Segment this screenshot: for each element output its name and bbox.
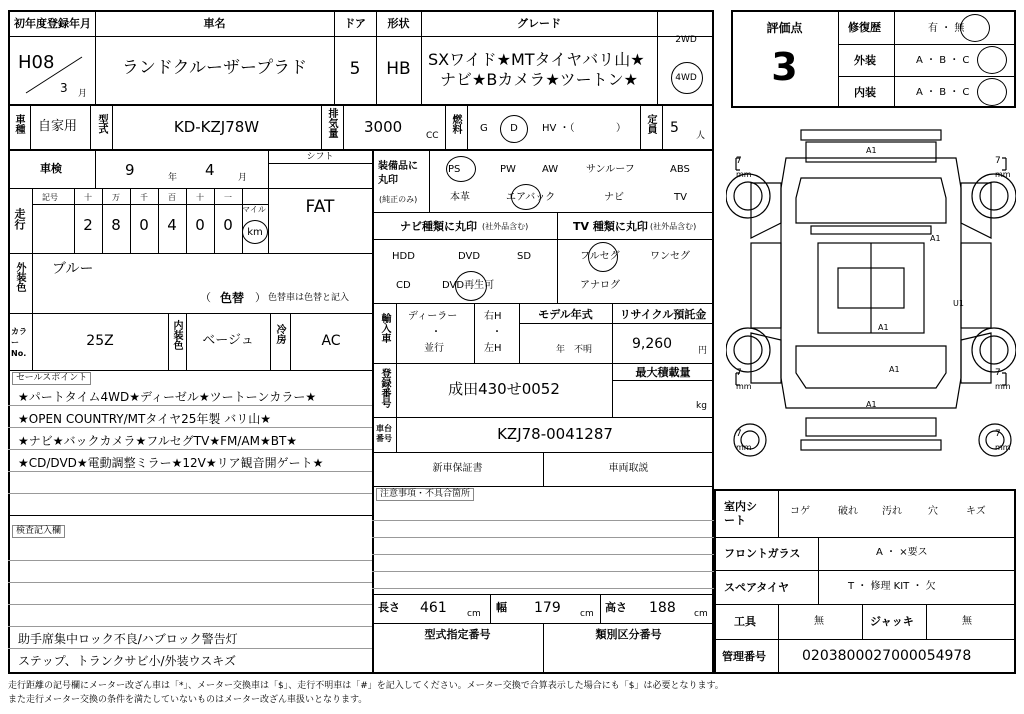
mm-unit: mm [736,382,752,391]
grade-label: グレード [517,17,561,30]
ac-value: AC [321,333,341,349]
exterior-label: 外装 [854,54,876,67]
height-value: 188 [649,600,676,616]
equipment-note: (純正のみ) [379,195,418,204]
reg-year-value: H08 [18,52,55,73]
repaint-note: 色替車は色替と記入 [268,293,350,303]
tv-note: (社外品含む) [650,222,697,231]
dealer-label: ディーラー [408,311,458,322]
rh-sep: ・ [492,327,502,338]
mileage-digit-label: 千 [140,193,148,202]
inspect-tag: 検査記入欄 [12,525,65,538]
repair-options: 有 ・ 無 [928,23,965,34]
kg-unit: kg [696,401,707,411]
glass-label: フロントガラス [724,547,801,560]
sales-point-line: ★OPEN COUNTRY/MTタイヤ25年製 バリ山★ [18,412,271,426]
reg-number-label: 登録番号 [379,368,390,408]
shift-label: シフト [306,152,334,162]
length-label: 長さ [378,601,400,614]
width-label: 幅 [496,601,507,614]
length-unit: cm [467,609,481,619]
color-value: ブルー [52,261,94,277]
equipment-option[interactable]: AW [542,164,559,175]
drive-4wd: 4WD [675,73,697,83]
mm-unit: mm [995,382,1011,391]
jack-value: 無 [962,616,972,627]
sales-point-line: ★ナビ★バックカメラ★フルセグTV★FM/AM★BT★ [18,434,298,448]
tv-option[interactable]: アナログ [580,280,620,291]
diagram-label-a1-bottom: A1 [866,400,877,409]
mileage-digit: 8 [111,216,121,234]
spare-options: T ・ 修理 KIT ・ 欠 [848,581,936,592]
model-year-label: モデル年式 [538,308,593,321]
side-measure-label: 7 [995,156,1001,166]
interior-color-value: ベージュ [202,333,254,348]
inspection-month: 4 [205,161,215,179]
color-code-value: 25Z [86,333,114,349]
recycle-label: リサイクル預託金 [619,308,707,321]
tools-value: 無 [814,616,824,627]
attention-tag: 注意事項・不具合箇所 [376,488,474,501]
equipment-option[interactable]: TV [674,192,687,203]
drive-2wd: 2WD [675,35,697,45]
fuel-g: G [480,123,488,134]
model-year-value: 年 不明 [556,345,593,355]
capacity-label: 定員 [645,114,656,134]
interior-color-label: 内装色 [171,320,182,350]
diagram-label-a1-top: A1 [866,146,877,155]
navi-option[interactable]: SD [517,251,532,262]
fuel-label: 燃料 [450,114,461,134]
seat-option[interactable]: キズ [966,506,986,517]
spare-tire-left-icon [730,420,770,460]
yen-unit: 円 [698,346,708,356]
model-label: 型式 [96,114,107,134]
class-no-label: 類別区分番号 [595,628,662,641]
airbag-circle[interactable] [511,184,541,210]
mileage-mark-label: 記号 [42,193,58,202]
displacement-label: 排気量 [326,108,337,138]
inspection-year-unit: 年 [168,173,178,183]
doors-label: ドア [344,17,366,30]
reg-year-label: 初年度登録年月 [14,17,91,30]
equipment-option[interactable]: ナビ [604,192,624,203]
parallel-label: 並行 [424,343,444,354]
inspection-year: 9 [125,161,135,179]
warranty-label[interactable]: 新車保証書 [432,463,483,474]
exterior-c-circle[interactable] [977,46,1007,74]
navi-option[interactable]: DVD [458,251,481,262]
spare-tire-icon [975,420,1015,460]
seat-option[interactable]: 穴 [928,506,938,517]
shape-value: HB [386,59,411,79]
height-label: 高さ [605,601,627,614]
equipment-option[interactable]: PS [448,164,461,175]
dealer-sep: ・ [431,327,441,338]
interior-c-circle[interactable] [977,78,1007,106]
fuel-hv: HV ・（ [542,123,575,134]
jack-label: ジャッキ [870,615,914,628]
navi-option[interactable]: HDD [392,251,415,262]
mileage-digit: 4 [167,216,177,234]
tools-label: 工具 [734,615,756,628]
dvd-play-circle[interactable] [455,271,487,301]
mileage-digit: 0 [223,216,233,234]
mileage-digit-label: 百 [168,193,176,202]
km-label: km [247,227,263,238]
glass-options: A ・ ×要ス [876,547,928,558]
seat-option[interactable]: 汚れ [882,506,902,517]
side-measure-label: 7 [995,429,1001,439]
mileage-label: 走行 [13,208,26,230]
tv-option[interactable]: フルセグ [580,251,620,262]
displacement-value: 3000 [364,118,403,136]
mgmt-value: 0203800027000054978 [802,648,972,664]
color-label: 外装色 [14,262,25,292]
side-measure-label: 7 [736,429,742,439]
max-load-label: 最大積載量 [635,366,691,379]
diagram-label-a1-right: A1 [930,234,941,243]
chassis-value: KZJ78-0041287 [497,425,613,443]
capacity-value: 5 [670,120,679,136]
inspect-line: 助手席集中ロック不良/ハブロック警告灯 [18,632,238,646]
repaint-close: ） [255,291,266,304]
reg-month-unit: 月 [78,89,88,99]
spare-label: スペアタイヤ [724,581,790,594]
seat-label: 室内シート [724,500,757,528]
use-value: 自家用 [38,119,78,134]
repair-label: 修復歴 [848,21,881,34]
exterior-grade: A ・ B ・ C [916,55,970,66]
diagram-label-a1-mid: A1 [878,323,889,332]
doors-value: 5 [349,59,361,79]
equipment-option[interactable]: PW [500,164,516,175]
footer-line1: 走行距離の記号欄にメーター改ざん車は「*」、メーター交換車は「$」、走行不明車は「#」を記入してください。メーター交換で合算表示した場合にも「$」は必要となります。 [8,681,724,691]
mileage-digit-label: 十 [196,193,204,202]
ac-label: 冷房 [274,324,285,344]
height-unit: cm [694,609,708,619]
navi-option[interactable]: CD [396,280,411,291]
car-name-value: ランドクルーザープラド [121,58,308,78]
equipment-option[interactable]: エアバック [506,192,556,203]
diagram-label-a1-rear: A1 [889,365,900,374]
shape-label: 形状 [387,17,410,30]
inspection-month-unit: 月 [238,173,248,183]
side-measure-label: 7 [736,156,742,166]
sales-point-tag: セールスポイント [12,372,91,385]
cc-unit: CC [426,131,439,141]
fullseg-circle[interactable] [588,242,618,272]
ps-circle[interactable] [446,156,476,182]
mm-unit: mm [995,443,1011,452]
width-unit: cm [580,609,594,619]
interior-label: 内装 [854,86,876,99]
manual-label[interactable]: 車両取説 [608,463,649,474]
reg-month-value: 3 [60,81,68,95]
mileage-digit: 0 [195,216,205,234]
reg-slash [24,55,84,95]
equipment-label: 装備品に丸印 [378,161,418,186]
diagram-label-u1: U1 [953,299,964,308]
fuel-d: D [510,123,518,134]
navi-note: (社外品含む) [482,222,529,231]
inspect-line: ステップ、トランクサビ小/外装ウスキズ [18,654,237,668]
mileage-digit: 0 [139,216,149,234]
seat-option[interactable]: コゲ [790,506,810,517]
mgmt-label: 管理番号 [722,650,766,663]
repair-none-circle[interactable] [960,14,990,42]
mm-unit: mm [736,170,752,179]
sales-point-line: ★パートタイム4WD★ディーゼル★ツートーンカラー★ [18,390,317,404]
mm-unit: mm [995,170,1011,179]
mile-label: マイル [242,205,266,214]
color-code-label: カラーNo. [11,327,27,359]
navi-label: ナビ種類に丸印 [400,220,477,233]
seat-option[interactable]: 破れ [838,506,858,517]
mileage-digit-label: 十 [84,193,92,202]
mileage-digit: 2 [83,216,93,234]
equipment-option[interactable]: サンルーフ [586,164,635,175]
footer-line2: また走行メーター交換の条件を満たしていないものはメーター改ざん車扱いとなります。 [8,695,368,705]
equipment-option[interactable]: 本革 [450,192,470,203]
repaint-open: （ [200,291,211,304]
sales-point-line: ★CD/DVD★電動調整ミラー★12V★リア観音開ゲート★ [18,456,324,470]
chassis-label: 車台番号 [376,424,392,444]
interior-grade: A ・ B ・ C [916,87,970,98]
lh-label: 左H [484,343,502,354]
model-value: KD-KZJ78W [173,118,260,136]
grade-line1: SXワイド★MTタイヤバリ山★ [428,50,645,69]
mileage-digit-label: 万 [112,193,120,202]
type-no-label: 型式指定番号 [424,628,491,641]
side-measure-label: 7 [995,368,1001,378]
rh-label: 右H [484,311,502,322]
score-value: 3 [771,45,798,89]
import-label: 輸入車 [379,313,390,343]
person-unit: 人 [696,131,706,141]
recycle-value: 9,260 [632,336,673,352]
equipment-option[interactable]: ABS [670,164,690,175]
tv-option[interactable]: ワンセグ [650,251,690,262]
name-label: 車名 [203,17,226,30]
side-measure-label: 7 [736,368,742,378]
reg-number-value: 成田430せ0052 [448,380,560,398]
navi-option[interactable]: DVD再生可 [442,280,495,291]
use-label: 車種 [13,114,24,134]
inspection-label: 車検 [40,162,62,175]
shift-value: FAT [305,197,335,217]
tv-label: TV 種類に丸印 [573,220,648,233]
repaint-label: 色替 [220,291,245,305]
fuel-close: ） [616,123,626,134]
score-label: 評価点 [766,21,803,35]
mileage-digit-label: 一 [224,193,232,202]
grade-line2: ナビ★Bカメラ★ツートン★ [440,70,639,89]
length-value: 461 [420,600,447,616]
mm-unit: mm [736,443,752,452]
width-value: 179 [534,600,561,616]
